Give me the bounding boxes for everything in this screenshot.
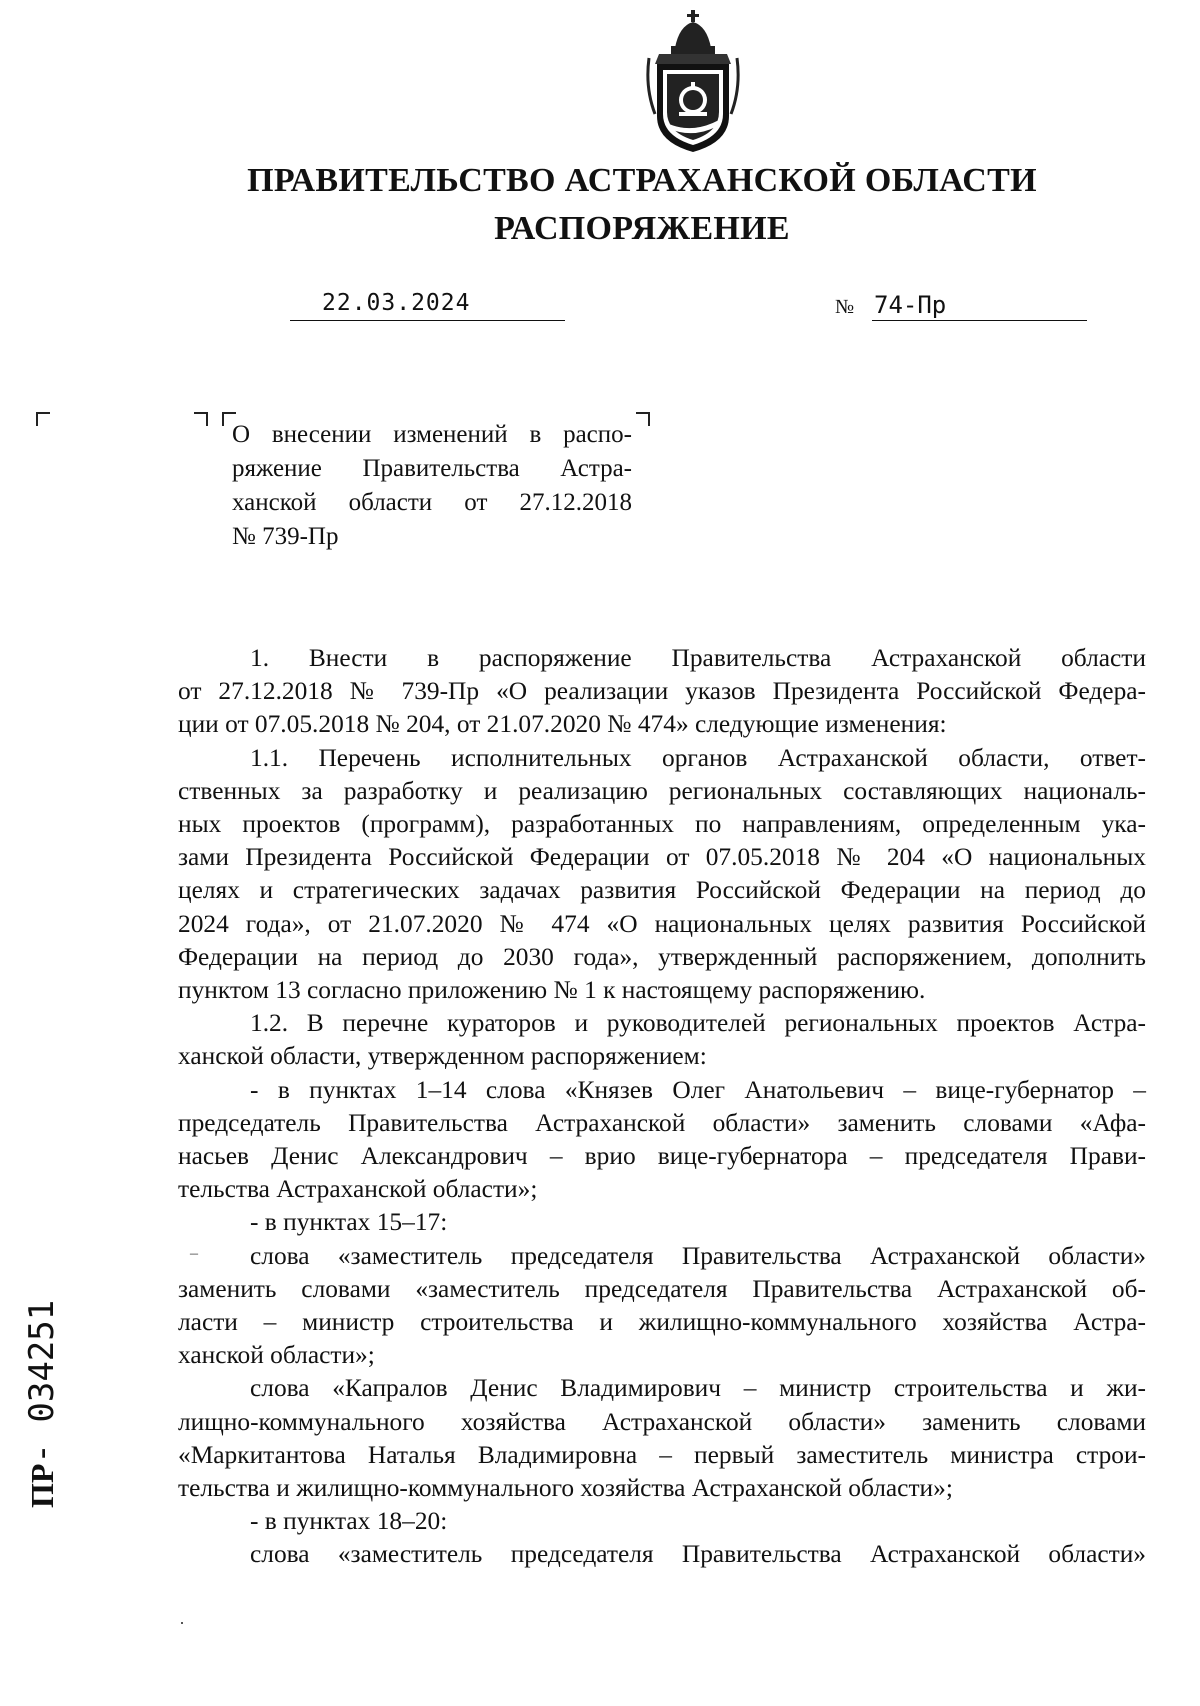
body-line: «Маркитантова Наталья Владимировна – первый заместитель министра строи-	[178, 1440, 1146, 1469]
scan-speck	[181, 1622, 183, 1624]
document-number: 74-Пр	[874, 291, 947, 319]
subject-line: № 739-Пр	[232, 523, 339, 550]
body-line: 1. Внести в распоряжение Правительства Астраханской области	[250, 644, 1146, 672]
body-line: пунктом 13 согласно приложению № 1 к настоящему распоряжению.	[178, 976, 926, 1005]
body-line: слова «Капралов Денис Владимирович – министр строительства и жи-	[250, 1374, 1146, 1403]
body-line: председатель Правительства Астраханской области» заменить словами «Афа-	[178, 1108, 1146, 1137]
subject-line: ряжение Правительства Астра-	[232, 455, 632, 482]
corner-mark	[636, 412, 650, 426]
body-line: от 27.12.2018 № 739-Пр «О реализации указов Президента Российской Федера-	[178, 677, 1146, 706]
body-line: заменить словами «заместитель председателя Правительства Астраханской об-	[178, 1274, 1146, 1303]
body-line: ханской области»;	[178, 1341, 375, 1370]
government-title: ПРАВИТЕЛЬСТВО АСТРАХАНСКОЙ ОБЛАСТИ	[247, 162, 1037, 199]
corner-mark	[36, 412, 50, 426]
date-field	[290, 290, 565, 321]
subject-line: ханской области от 27.12.2018	[232, 489, 632, 516]
stamp-prefix: ПР	[24, 1463, 60, 1508]
body-line: 1.2. В перечне кураторов и руководителей региональных проектов Астра-	[250, 1009, 1146, 1038]
document-type-title: РАСПОРЯЖЕНИЕ	[494, 210, 790, 247]
scan-mark: –	[190, 1245, 198, 1262]
stamp-code: - 034251	[22, 1299, 62, 1464]
corner-mark	[194, 412, 208, 426]
serial-stamp	[22, 1300, 62, 1508]
body-line: ханской области, утвержденном распоряжением:	[178, 1042, 707, 1071]
body-line: ласти – министр строительства и жилищно-коммунального хозяйства Астра-	[178, 1308, 1146, 1337]
document-date: 22.03.2024	[322, 290, 471, 316]
body-line: 1.1. Перечень исполнительных органов Астраханской области, ответ-	[250, 743, 1146, 772]
body-line: - в пунктах 1–14 слова «Князев Олег Анатольевич – вице-губернатор –	[250, 1075, 1146, 1104]
number-field	[872, 290, 1087, 321]
number-sign: №	[835, 296, 855, 318]
body-line: ственных за разработку и реализацию региональных составляющих националь-	[178, 776, 1146, 805]
body-line: ции от 07.05.2018 № 204, от 21.07.2020 № 474» следующие изменения:	[178, 710, 947, 739]
body-line: лищно-коммунального хозяйства Астраханской области» заменить словами	[178, 1407, 1146, 1436]
body-line: ных проектов (программ), разработанных по направлениям, определенным ука-	[178, 810, 1146, 839]
coat-of-arms-icon	[645, 8, 741, 158]
body-line: целях и стратегических задачах развития Российской Федерации на период до	[178, 876, 1146, 905]
body-line: тельства и жилищно-коммунального хозяйства Астраханской области»;	[178, 1474, 953, 1503]
body-line: тельства Астраханской области»;	[178, 1175, 538, 1204]
body-line: слова «заместитель председателя Правительства Астраханской области»	[250, 1241, 1146, 1270]
body-line: - в пунктах 15–17:	[250, 1208, 448, 1237]
body-line: 2024 года», от 21.07.2020 № 474 «О национальных целях развития Российской	[178, 909, 1146, 938]
document-subject	[232, 418, 632, 554]
subject-line: О внесении изменений в распо-	[232, 421, 632, 448]
body-line: слова «заместитель председателя Правительства Астраханской области»	[250, 1540, 1146, 1569]
body-line: насьев Денис Александрович – врио вице-губернатора – председателя Прави-	[178, 1142, 1146, 1171]
document-body	[178, 642, 1146, 1572]
body-line: Федерации на период до 2030 года», утвержденный распоряжением, дополнить	[178, 942, 1146, 971]
body-line: зами Президента Российской Федерации от 07.05.2018 № 204 «О национальных	[178, 843, 1146, 872]
body-line: - в пунктах 18–20:	[250, 1507, 448, 1536]
